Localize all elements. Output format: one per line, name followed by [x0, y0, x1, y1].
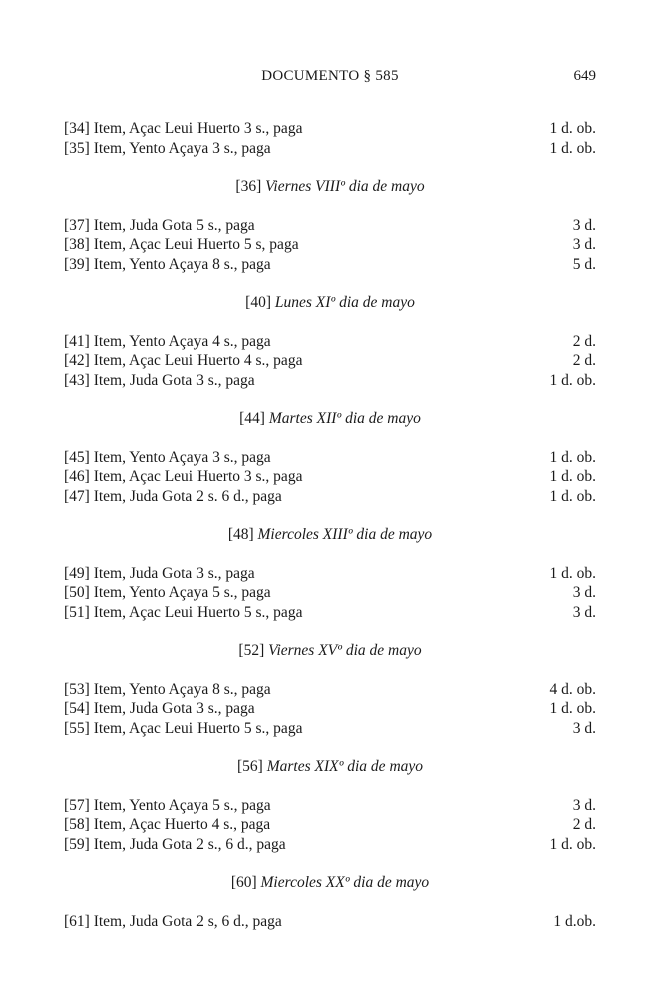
- day-label: Martes XIIº dia de mayo: [268, 410, 421, 427]
- day-heading: [64, 409, 596, 429]
- entry-row: [64, 467, 596, 487]
- entry-text: [64, 564, 255, 584]
- entry-row: [64, 235, 596, 255]
- day-label: Lunes XIº dia de mayo: [274, 294, 415, 311]
- entry-text: [64, 119, 302, 139]
- entry-amount: 1 d. ob.: [549, 371, 596, 389]
- entry-ref: [42]: [64, 352, 90, 369]
- entry-text: [64, 235, 299, 255]
- entry-description: Item, Yento Açaya 8 s., paga: [93, 255, 271, 273]
- entry-text: [64, 680, 271, 700]
- entry-row: [64, 815, 596, 835]
- day-label: Viernes VIIIº dia de mayo: [265, 178, 425, 195]
- entry-text: [64, 216, 255, 236]
- day-heading: [64, 177, 596, 197]
- entry-ref: [54]: [64, 700, 90, 717]
- day-ref: [36]: [235, 178, 262, 195]
- entry-row: [64, 564, 596, 584]
- entry-description: Item, Açac Leui Huerto 5 s., paga: [93, 603, 303, 621]
- entry-ref: [46]: [64, 468, 90, 485]
- entry-amount: 1 d. ob.: [549, 468, 596, 485]
- entry-ref: [43]: [64, 371, 90, 389]
- entry-row: [64, 487, 596, 507]
- entry-description: Item, Yento Açaya 4 s., paga: [93, 332, 271, 350]
- entry-amount: 3 d.: [572, 796, 596, 814]
- entry-description: Item, Açac Leui Huerto 3 s., paga: [93, 468, 303, 485]
- day-heading: [64, 873, 596, 893]
- entry-ref: [53]: [64, 680, 90, 698]
- entry-amount: 1 d.ob.: [553, 912, 596, 930]
- entry-description: Item, Yento Açaya 3 s., paga: [93, 139, 271, 157]
- entry-row: [64, 371, 596, 391]
- entry-text: [64, 603, 302, 623]
- entry-description: Item, Juda Gota 3 s., paga: [93, 700, 255, 717]
- document-body: [64, 119, 596, 931]
- entry-amount: 5 d.: [572, 255, 596, 273]
- entry-amount: 1 d. ob.: [549, 700, 596, 717]
- entry-row: [64, 255, 596, 275]
- entry-ref: [37]: [64, 216, 90, 234]
- entry-ref: [55]: [64, 719, 90, 737]
- entry-description: Item, Açac Leui Huerto 5 s., paga: [93, 719, 303, 737]
- day-ref: [40]: [245, 294, 271, 311]
- entry-text: [64, 487, 282, 507]
- day-label: Miercoles XXº dia de mayo: [260, 874, 430, 891]
- entry-amount: 1 d. ob.: [549, 120, 596, 137]
- entry-description: Item, Juda Gota 2 s, 6 d., paga: [93, 912, 282, 930]
- entry-ref: [38]: [64, 236, 90, 253]
- entry-text: [64, 699, 255, 719]
- entry-row: [64, 139, 596, 159]
- entry-text: [64, 467, 302, 487]
- entry-description: Item, Juda Gota 2 s. 6 d., paga: [93, 487, 282, 505]
- day-heading: [64, 757, 596, 777]
- entry-description: Item, Açac Huerto 4 s., paga: [93, 816, 271, 833]
- entry-amount: 3 d.: [572, 719, 596, 737]
- entry-row: [64, 796, 596, 816]
- entry-description: Item, Açac Leui Huerto 4 s., paga: [93, 352, 303, 369]
- entry-amount: 4 d. ob.: [549, 680, 596, 698]
- entry-row: [64, 719, 596, 739]
- entry-description: Item, Yento Açaya 3 s., paga: [93, 448, 271, 466]
- entry-ref: [39]: [64, 255, 90, 273]
- entry-ref: [50]: [64, 584, 90, 601]
- entry-ref: [57]: [64, 796, 90, 814]
- entry-ref: [35]: [64, 139, 90, 157]
- day-heading: [64, 641, 596, 661]
- entry-row: [64, 119, 596, 139]
- entry-description: Item, Yento Açaya 5 s., paga: [93, 584, 271, 601]
- entry-description: Item, Açac Leui Huerto 5 s, paga: [93, 236, 299, 253]
- entry-amount: 2 d.: [572, 332, 596, 350]
- entry-text: [64, 255, 271, 275]
- entry-ref: [47]: [64, 487, 90, 505]
- entry-amount: 1 d. ob.: [549, 448, 596, 466]
- entry-amount: 1 d. ob.: [549, 564, 596, 582]
- entry-text: [64, 448, 271, 468]
- entry-row: [64, 603, 596, 623]
- entry-amount: 3 d.: [572, 584, 596, 601]
- entry-ref: [41]: [64, 332, 90, 350]
- day-label: Viernes XVº dia de mayo: [268, 642, 422, 659]
- page-number: 649: [573, 68, 596, 84]
- day-ref: [52]: [238, 642, 265, 659]
- entry-row: [64, 680, 596, 700]
- entry-text: [64, 719, 302, 739]
- entry-row: [64, 912, 596, 932]
- day-ref: [44]: [239, 410, 265, 427]
- entry-description: Item, Açac Leui Huerto 3 s., paga: [93, 120, 303, 137]
- entry-ref: [58]: [64, 816, 90, 833]
- entry-text: [64, 815, 270, 835]
- entry-ref: [51]: [64, 603, 90, 621]
- entry-description: Item, Yento Açaya 5 s., paga: [93, 796, 271, 814]
- entry-ref: [59]: [64, 835, 90, 853]
- entry-ref: [34]: [64, 120, 90, 137]
- entry-amount: 2 d.: [572, 352, 596, 369]
- entry-text: [64, 332, 271, 352]
- entry-ref: [61]: [64, 912, 90, 930]
- entry-amount: 1 d. ob.: [549, 139, 596, 157]
- page-header: [0, 68, 660, 92]
- entry-description: Item, Juda Gota 3 s., paga: [93, 564, 255, 582]
- entry-amount: 2 d.: [572, 816, 596, 833]
- day-heading: [64, 293, 596, 313]
- entry-row: [64, 351, 596, 371]
- entry-text: [64, 912, 282, 932]
- entry-text: [64, 796, 271, 816]
- entry-text: [64, 139, 271, 159]
- entry-text: [64, 835, 286, 855]
- entry-ref: [45]: [64, 448, 90, 466]
- entry-amount: 3 d.: [572, 236, 596, 253]
- entry-row: [64, 835, 596, 855]
- entry-row: [64, 216, 596, 236]
- day-ref: [60]: [230, 874, 257, 891]
- entry-description: Item, Juda Gota 2 s., 6 d., paga: [93, 835, 286, 853]
- entry-row: [64, 583, 596, 603]
- day-ref: [56]: [236, 758, 263, 775]
- day-label: Miercoles XIIIº dia de mayo: [257, 526, 433, 543]
- entry-text: [64, 371, 255, 391]
- day-heading: [64, 525, 596, 545]
- entry-amount: 3 d.: [572, 603, 596, 621]
- entry-amount: 3 d.: [572, 216, 596, 234]
- entry-description: Item, Juda Gota 3 s., paga: [93, 371, 255, 389]
- entry-amount: 1 d. ob.: [549, 835, 596, 853]
- entry-row: [64, 332, 596, 352]
- running-title: DOCUMENTO § 585: [261, 68, 399, 84]
- day-label: Martes XIXº dia de mayo: [266, 758, 424, 775]
- entry-text: [64, 583, 271, 603]
- entry-text: [64, 351, 302, 371]
- entry-row: [64, 699, 596, 719]
- entry-ref: [49]: [64, 564, 90, 582]
- entry-row: [64, 448, 596, 468]
- day-ref: [48]: [227, 526, 254, 543]
- entry-description: Item, Juda Gota 5 s., paga: [93, 216, 255, 234]
- entry-amount: 1 d. ob.: [549, 487, 596, 505]
- entry-description: Item, Yento Açaya 8 s., paga: [93, 680, 271, 698]
